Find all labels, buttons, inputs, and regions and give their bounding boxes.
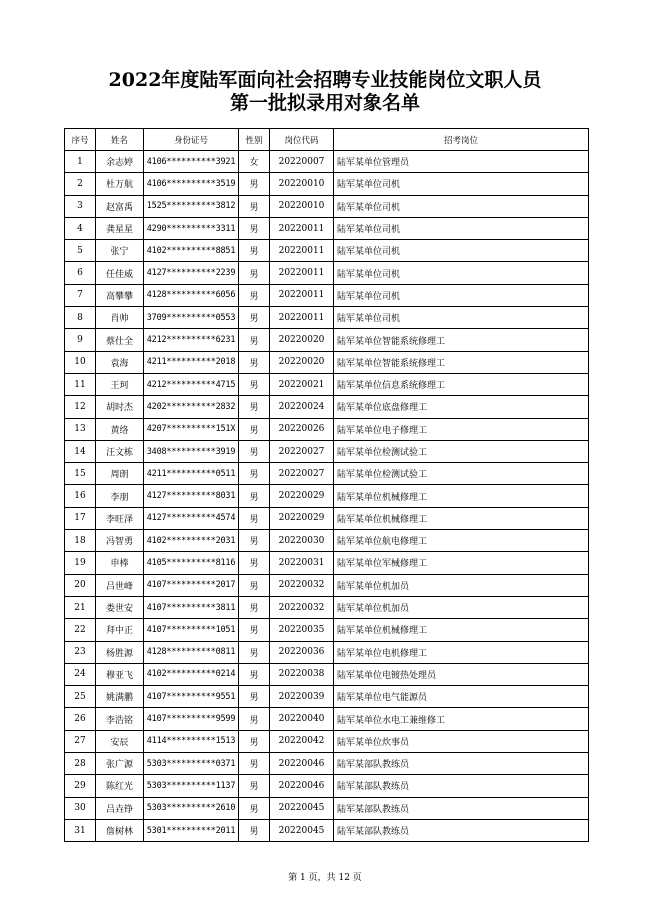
cell-index: 7	[65, 284, 96, 306]
cell-index: 9	[65, 329, 96, 351]
cell-post-code: 20220011	[270, 262, 334, 284]
cell-id-number: 1525**********3812	[144, 195, 239, 217]
cell-gender: 男	[239, 463, 270, 485]
cell-post-code: 20220027	[270, 440, 334, 462]
table-row	[65, 284, 589, 306]
cell-name: 陈红光	[96, 775, 144, 797]
table-header-row	[65, 129, 589, 151]
table-row	[65, 329, 589, 351]
cell-name: 詹树林	[96, 819, 144, 841]
cell-name: 穆亚飞	[96, 663, 144, 685]
cell-name: 余志婷	[96, 151, 144, 173]
table-row	[65, 151, 589, 173]
cell-post-code: 20220011	[270, 240, 334, 262]
cell-gender: 男	[239, 284, 270, 306]
cell-index: 29	[65, 775, 96, 797]
cell-gender: 男	[239, 619, 270, 641]
cell-post: 陆军某单位检测试验工	[334, 463, 589, 485]
cell-post: 陆军某单位智能系统修理工	[334, 351, 589, 373]
cell-index: 26	[65, 708, 96, 730]
cell-post-code: 20220045	[270, 797, 334, 819]
cell-id-number: 4106**********3519	[144, 173, 239, 195]
cell-id-number: 4211**********2018	[144, 351, 239, 373]
cell-index: 10	[65, 351, 96, 373]
cell-name: 冯智勇	[96, 530, 144, 552]
cell-post-code: 20220027	[270, 463, 334, 485]
cell-index: 4	[65, 217, 96, 239]
table-row	[65, 619, 589, 641]
cell-name: 吕世峰	[96, 574, 144, 596]
cell-name: 申棒	[96, 552, 144, 574]
cell-gender: 男	[239, 730, 270, 752]
cell-name: 高攀攀	[96, 284, 144, 306]
table-row	[65, 195, 589, 217]
cell-gender: 男	[239, 173, 270, 195]
cell-id-number: 4211**********0511	[144, 463, 239, 485]
cell-index: 22	[65, 619, 96, 641]
cell-gender: 男	[239, 552, 270, 574]
cell-gender: 男	[239, 351, 270, 373]
cell-post: 陆军某单位司机	[334, 217, 589, 239]
cell-id-number: 4106**********3921	[144, 151, 239, 173]
cell-name: 蔡仕全	[96, 329, 144, 351]
table-row	[65, 753, 589, 775]
cell-post: 陆军某单位电镀热处理员	[334, 663, 589, 685]
header-post: 招考岗位	[334, 129, 589, 151]
cell-post-code: 20220011	[270, 284, 334, 306]
table-row	[65, 819, 589, 841]
cell-post: 陆军某单位司机	[334, 195, 589, 217]
cell-post: 陆军某单位机械修理工	[334, 507, 589, 529]
table-row	[65, 775, 589, 797]
cell-post: 陆军某单位航电修理工	[334, 530, 589, 552]
cell-post-code: 20220032	[270, 574, 334, 596]
header-id-number: 身份证号	[144, 129, 239, 151]
cell-post-code: 20220046	[270, 753, 334, 775]
document-title-line-1: 2022年度陆军面向社会招聘专业技能岗位文职人员	[108, 69, 542, 91]
header-post-code: 岗位代码	[270, 129, 334, 151]
document-title-line-2: 第一批拟录用对象名单	[229, 92, 420, 114]
cell-post: 陆军某单位机加员	[334, 596, 589, 618]
cell-name: 姚满鹏	[96, 686, 144, 708]
cell-name: 王珂	[96, 373, 144, 395]
table-row	[65, 396, 589, 418]
cell-post: 陆军某单位司机	[334, 307, 589, 329]
cell-post: 陆军某部队教练员	[334, 797, 589, 819]
cell-post-code: 20220011	[270, 217, 334, 239]
cell-name: 安辰	[96, 730, 144, 752]
cell-id-number: 4102**********8851	[144, 240, 239, 262]
cell-index: 6	[65, 262, 96, 284]
table-row	[65, 552, 589, 574]
cell-gender: 男	[239, 530, 270, 552]
cell-id-number: 5301**********2011	[144, 819, 239, 841]
cell-index: 13	[65, 418, 96, 440]
cell-id-number: 4128**********6056	[144, 284, 239, 306]
cell-post: 陆军某单位司机	[334, 240, 589, 262]
table-row	[65, 574, 589, 596]
cell-post-code: 20220029	[270, 485, 334, 507]
cell-name: 张宁	[96, 240, 144, 262]
table-row	[65, 373, 589, 395]
cell-id-number: 4107**********3811	[144, 596, 239, 618]
cell-post-code: 20220020	[270, 351, 334, 373]
cell-post: 陆军某部队教练员	[334, 819, 589, 841]
cell-index: 28	[65, 753, 96, 775]
cell-index: 2	[65, 173, 96, 195]
cell-post: 陆军某单位炊事员	[334, 730, 589, 752]
cell-name: 李浩铭	[96, 708, 144, 730]
table-row	[65, 686, 589, 708]
cell-gender: 男	[239, 797, 270, 819]
cell-post-code: 20220045	[270, 819, 334, 841]
cell-post: 陆军某单位信息系统修理工	[334, 373, 589, 395]
table-row	[65, 217, 589, 239]
cell-name: 张广源	[96, 753, 144, 775]
cell-gender: 男	[239, 596, 270, 618]
cell-gender: 男	[239, 195, 270, 217]
cell-post: 陆军某单位机加员	[334, 574, 589, 596]
table-row	[65, 418, 589, 440]
table-row	[65, 708, 589, 730]
cell-name: 吕垚铮	[96, 797, 144, 819]
cell-id-number: 4127**********4574	[144, 507, 239, 529]
cell-post-code: 20220031	[270, 552, 334, 574]
cell-index: 23	[65, 641, 96, 663]
cell-index: 5	[65, 240, 96, 262]
cell-gender: 男	[239, 307, 270, 329]
cell-index: 3	[65, 195, 96, 217]
cell-index: 31	[65, 819, 96, 841]
cell-gender: 男	[239, 373, 270, 395]
header-index: 序号	[65, 129, 96, 151]
cell-id-number: 4107**********9551	[144, 686, 239, 708]
cell-index: 14	[65, 440, 96, 462]
cell-name: 胡时杰	[96, 396, 144, 418]
cell-id-number: 4107**********1051	[144, 619, 239, 641]
cell-name: 杨胜源	[96, 641, 144, 663]
cell-post-code: 20220036	[270, 641, 334, 663]
cell-index: 1	[65, 151, 96, 173]
cell-name: 周朗	[96, 463, 144, 485]
cell-name: 李朋	[96, 485, 144, 507]
cell-post-code: 20220039	[270, 686, 334, 708]
cell-post: 陆军某部队教练员	[334, 753, 589, 775]
cell-index: 11	[65, 373, 96, 395]
cell-post-code: 20220026	[270, 418, 334, 440]
cell-index: 30	[65, 797, 96, 819]
cell-name: 任佳威	[96, 262, 144, 284]
cell-index: 18	[65, 530, 96, 552]
cell-post: 陆军某单位底盘修理工	[334, 396, 589, 418]
cell-id-number: 5303**********2610	[144, 797, 239, 819]
cell-index: 25	[65, 686, 96, 708]
cell-id-number: 5303**********0371	[144, 753, 239, 775]
cell-index: 15	[65, 463, 96, 485]
table-row	[65, 351, 589, 373]
cell-post-code: 20220046	[270, 775, 334, 797]
table-row	[65, 307, 589, 329]
cell-post: 陆军某单位军械修理工	[334, 552, 589, 574]
cell-gender: 男	[239, 507, 270, 529]
cell-post: 陆军某单位司机	[334, 284, 589, 306]
cell-gender: 男	[239, 641, 270, 663]
cell-post: 陆军某单位机械修理工	[334, 485, 589, 507]
cell-index: 8	[65, 307, 96, 329]
header-name: 姓名	[96, 129, 144, 151]
cell-id-number: 4107**********2017	[144, 574, 239, 596]
cell-post-code: 20220030	[270, 530, 334, 552]
cell-index: 17	[65, 507, 96, 529]
table-row	[65, 262, 589, 284]
candidate-table	[64, 128, 589, 842]
page-footer: 第 1 页，共 12 页	[288, 873, 362, 883]
cell-index: 24	[65, 663, 96, 685]
cell-gender: 男	[239, 775, 270, 797]
cell-index: 16	[65, 485, 96, 507]
cell-id-number: 4102**********0214	[144, 663, 239, 685]
cell-gender: 男	[239, 686, 270, 708]
table-row	[65, 440, 589, 462]
cell-id-number: 4202**********2832	[144, 396, 239, 418]
cell-post-code: 20220010	[270, 195, 334, 217]
cell-name: 拜中正	[96, 619, 144, 641]
table-row	[65, 797, 589, 819]
cell-index: 27	[65, 730, 96, 752]
table-row	[65, 240, 589, 262]
table-row	[65, 463, 589, 485]
cell-index: 12	[65, 396, 96, 418]
cell-id-number: 4207**********151X	[144, 418, 239, 440]
cell-name: 汪文栋	[96, 440, 144, 462]
cell-post-code: 20220020	[270, 329, 334, 351]
cell-id-number: 3709**********0553	[144, 307, 239, 329]
cell-index: 19	[65, 552, 96, 574]
cell-gender: 男	[239, 396, 270, 418]
table-row	[65, 596, 589, 618]
header-gender: 性别	[239, 129, 270, 151]
cell-post-code: 20220038	[270, 663, 334, 685]
cell-gender: 男	[239, 485, 270, 507]
cell-gender: 男	[239, 440, 270, 462]
cell-post: 陆军某单位管理员	[334, 151, 589, 173]
cell-gender: 男	[239, 663, 270, 685]
cell-post-code: 20220035	[270, 619, 334, 641]
cell-name: 袁海	[96, 351, 144, 373]
cell-id-number: 4212**********6231	[144, 329, 239, 351]
cell-name: 龚星星	[96, 217, 144, 239]
cell-gender: 男	[239, 329, 270, 351]
cell-post-code: 20220010	[270, 173, 334, 195]
cell-post: 陆军某单位司机	[334, 173, 589, 195]
cell-gender: 男	[239, 418, 270, 440]
cell-id-number: 4127**********8031	[144, 485, 239, 507]
cell-id-number: 4105**********8116	[144, 552, 239, 574]
cell-post: 陆军某单位智能系统修理工	[334, 329, 589, 351]
cell-gender: 女	[239, 151, 270, 173]
cell-id-number: 4107**********9599	[144, 708, 239, 730]
cell-id-number: 3408**********3919	[144, 440, 239, 462]
table-row	[65, 485, 589, 507]
cell-index: 21	[65, 596, 96, 618]
table-row	[65, 663, 589, 685]
cell-post-code: 20220007	[270, 151, 334, 173]
cell-id-number: 4102**********2031	[144, 530, 239, 552]
cell-gender: 男	[239, 753, 270, 775]
table-row	[65, 173, 589, 195]
cell-id-number: 4212**********4715	[144, 373, 239, 395]
cell-gender: 男	[239, 708, 270, 730]
cell-post-code: 20220011	[270, 307, 334, 329]
cell-post: 陆军某单位水电工兼维修工	[334, 708, 589, 730]
cell-name: 杜万航	[96, 173, 144, 195]
cell-id-number: 4127**********2239	[144, 262, 239, 284]
table-row	[65, 530, 589, 552]
cell-post-code: 20220021	[270, 373, 334, 395]
cell-id-number: 5303**********1137	[144, 775, 239, 797]
cell-post-code: 20220024	[270, 396, 334, 418]
cell-post-code: 20220032	[270, 596, 334, 618]
cell-post: 陆军某单位检测试验工	[334, 440, 589, 462]
cell-post: 陆军某单位司机	[334, 262, 589, 284]
cell-name: 娄世安	[96, 596, 144, 618]
cell-gender: 男	[239, 217, 270, 239]
cell-post: 陆军某单位机械修理工	[334, 619, 589, 641]
cell-post: 陆军某单位电机修理工	[334, 641, 589, 663]
cell-post: 陆军某单位电气能源员	[334, 686, 589, 708]
cell-gender: 男	[239, 262, 270, 284]
cell-name: 李旺泽	[96, 507, 144, 529]
cell-post-code: 20220029	[270, 507, 334, 529]
table-row	[65, 641, 589, 663]
cell-id-number: 4128**********0811	[144, 641, 239, 663]
cell-post-code: 20220040	[270, 708, 334, 730]
cell-id-number: 4114**********1513	[144, 730, 239, 752]
table-row	[65, 507, 589, 529]
cell-id-number: 4290**********3311	[144, 217, 239, 239]
cell-index: 20	[65, 574, 96, 596]
cell-post-code: 20220042	[270, 730, 334, 752]
cell-gender: 男	[239, 574, 270, 596]
cell-post: 陆军某部队教练员	[334, 775, 589, 797]
table-row	[65, 730, 589, 752]
cell-name: 赵富禹	[96, 195, 144, 217]
cell-gender: 男	[239, 819, 270, 841]
cell-gender: 男	[239, 240, 270, 262]
cell-name: 肖帅	[96, 307, 144, 329]
cell-name: 黄络	[96, 418, 144, 440]
cell-post: 陆军某单位电子修理工	[334, 418, 589, 440]
